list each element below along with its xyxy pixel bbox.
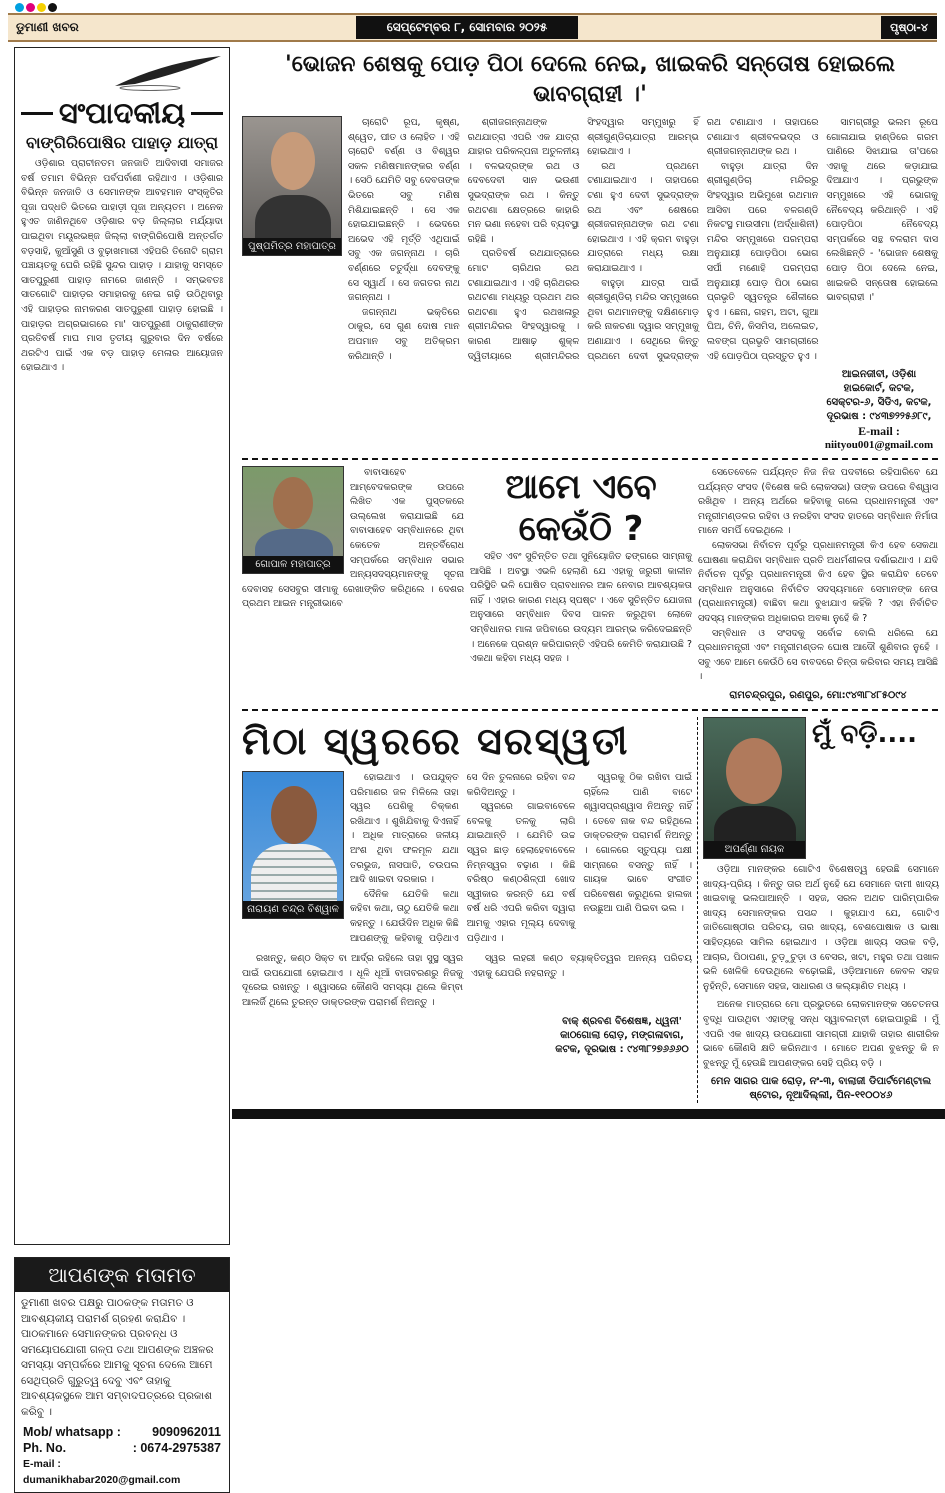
paragraph: ସ୍ୱର ଲହରୀ କଣ୍ଠ ବ୍ୟାକ୍ତିତ୍ୱର ଅନନ୍ୟ ପରିଚୟ ଏହାକୁ ଯେପରି ନହରାନ୍ତୁ । <box>471 953 692 979</box>
paragraph: ପ୍ରତିବର୍ଷ ରଥଯାତ୍ରାରେ ମୋଟ ଚାରିଥର ରଥ ଟଣାଯାଇଥାଏ । ଏହି ଚାରିଥରର ରଥଟଣା ମଧ୍ୟରୁ ପ୍ରଥମ ଥର ରଥଟଣା ହୁଏ ରଥଖଳାରୁ ଶ୍ରୀମନ୍ଦିରର ସିଂହଦ୍ୱାରକୁ । କାରଣ ଆଷାଢ଼ ଶୁକ୍ଳ ଦ୍ୱିତୀୟାରେ ଶ୍ରୀମନ୍ଦିରର ସିଂହଦ୍ୱାର ସମ୍ମୁଖରୁ ହିଁ ଶ୍ରୀଗୁଣ୍ଡିଚାଯାତ୍ରା ଆରମ୍ଭ ହୋଇଥାଏ । <box>467 117 699 362</box>
bottom-articles <box>242 717 938 1103</box>
paragraph: ଅନେକ ମାତ୍ରାରେ ମୋ ପ୍ରଭୁତରେ ଲୋକମାନଙ୍କ ସଚେତନତା ବୃଦ୍ଧି ପାଉଥିବା ଏହାଙ୍କୁ ସନ୍ଧ ସ୍ୱାବଲମ୍ବୀ ହୋଇପାରୁଛି । ମୁଁ ଏପରି ଏକ ଖାଦ୍ୟ ଉପଯୋଗୀ ସାମଗ୍ରୀ ଯାହାକି ତାହାର ଶାରୀରିକ ଭାବେ କୌଣସି କ୍ଷତି କରିନଥାଏ । ମୋତେ ଅପଣ ବୁଝନ୍ତୁ କି ନ ବୁଝନ୍ତୁ ମୁଁ ହେଉଛି ଆପଣଙ୍କର ସେହି ପ୍ରିୟ ବଡ଼ି । <box>703 999 939 1069</box>
main-content <box>242 50 938 1119</box>
bottom-bar <box>232 1109 945 1119</box>
editorial-title: ବାଙ୍ଗିରିପୋଷିର ପାହାଡ଼ ଯାତ୍ରା <box>25 133 219 152</box>
article3-title: ମିଠା ସ୍ୱରରେ ସରସ୍ୱତୀ <box>242 719 630 763</box>
opinion-box <box>14 1257 230 1493</box>
paragraph: ଓଡ଼ିଶାର ପ୍ରାଚୀନତମ ଜନଜାତି ଆଦିବାସୀ ସମାଜର ବର୍ଷ ତମାମ ବିଭିନ୍ନ ପର୍ବପର୍ବାଣୀ ରହିଥାଏ । ଓଡ଼ିଶାର ବିଭିନ୍ନ ଜନଜାତି ଓ ସେମାନଙ୍କ ଆବହମାନ ସଂସ୍କୃତିର ପୂଜା ପଦ୍ଧତି ଭିତରେ ପାହାଡ଼ୀ ପୂଜା ଅନ୍ୟତମ । ଅନେକ ହୁଏତ ଜାଣିନଥିବେ ଓଡ଼ିଶାର ବଡ଼ ଜିଲ୍ଲାର ମର୍ଯ୍ୟାଦା ପାଇଥିବା ମୟୂରଭଞ୍ଜ ଜିଲ୍ଲା ବାଙ୍ଗିରିପୋଷି ଅନ୍ତର୍ଗତ ବଡ଼ସାହି, କୁଆଁସୁଣି ଓ ବୁଢ଼ାଖମାରୀ ଏହିପରି ତିନୋଟି ଗ୍ରାମ ପଞ୍ଚାୟତକୁ ଘେରି ରହିଛି ସୁନ୍ଦର ପାହାଡ଼ । ଯାହାକୁ ସମସ୍ତେ ସାତପୁରୁଣୀ ପାହାଡ଼ ନାମରେ ଜାଣନ୍ତି । ସମ୍ଭବତଃ ସାତଗୋଟି ପାହାଡ଼ର ସମାହାରକୁ ନେଇ ଗଢ଼ି ଉଠିଥିବାରୁ ଏହି ପାହାଡ଼ର ନାମକରଣ ସାତପୁରୁଣୀ ପାହାଡ଼ ହୋଇଛି । ପାହାଡ଼ର ଅଗ୍ରଭାଗରେ ମା' ସାତପୁରୁଣୀ ଠାକୁରାଣୀଙ୍କ ପ୍ରତିବର୍ଷ ମାଘ ମାସ ତୃତୀୟ ଗୁରୁବାର ଦିନ ବର୍ଷରେ ଥରଟିଏ ପାଇଁ ଏକ ବଡ଼ ପାହାଡ଼ ମେଳାର ଆୟୋଜନ ହୋଇଥାଏ । <box>21 158 223 374</box>
editorial-body <box>21 157 223 376</box>
article1 <box>242 116 938 452</box>
author-email: niityou001@gmail.com <box>824 439 934 452</box>
photo-caption: ଅପର୍ଣ୍ଣା ନାୟକ <box>704 841 805 858</box>
mobile-label: Mob/ whatsapp : <box>23 1425 121 1439</box>
photo-caption: ନାରାୟଣ ଚନ୍ଦ୍ର ବିଶ୍ୱାଳ <box>243 901 343 918</box>
quill-pen-icon <box>105 52 225 92</box>
cmyk-registration-marks <box>15 3 57 12</box>
cyan-dot <box>15 3 24 12</box>
article4-title: ମୁଁ ବଡ଼ି.... <box>812 719 918 749</box>
article3-body-end <box>242 952 692 1010</box>
article2-right <box>698 466 938 703</box>
author-photo <box>242 116 342 256</box>
paragraph: ବାବାସାହେବ ଆମ୍ବେଦକରଙ୍କ ଉପରେ ଲିଖିତ ଏକ ପୁସ୍ତକରେ ଉଲ୍ଲେଖ କରାଯାଇଛି ଯେ ବାବାସାହେବ ସମ୍ବିଧାନରେ ଥିବା କେତେକ ଅନ୍ତର୍ବିରୋଧ ସମ୍ପର୍କରେ ସମ୍ବିଧାନ ସଭାର ଅନ୍ୟସଦସ୍ୟମାନଙ୍କୁ ସୂଚନା ଦେବାସହ ସେସବୁର ସୀମାକୁ ରେଖାଙ୍କିତ କରିଥିଲେ । ଦେଶର ପ୍ରଥମ ଆଇନ ମନ୍ତ୍ରୀଭାବେ <box>242 467 464 610</box>
paragraph: ବାହୁଡ଼ା ଯାତ୍ରା ପାଇଁ ଶ୍ରୀଗୁଣ୍ଡିଚା ମନ୍ଦିର ସମ୍ମୁଖରେ ଥିବା ରଥମାନଙ୍କୁ ଦକ୍ଷିଣମୋଡ଼ କରି ନାକଚଣା ଦ୍ୱାର ସମ୍ମୁଖକୁ ଅଣାଯାଏ । ସେଥିରେ କିନ୍ତୁ ପ୍ରଥମେ ଦେବୀ ସୁଭଦ୍ରାଙ୍କ ରଥ ଟଣାଯାଏ । ତାହାପରେ ଟଣାଯାଏ ଶ୍ରୀବଳଭଦ୍ର ଓ ଶ୍ରୀଜଗନ୍ନାଥଙ୍କ ରଥ । <box>587 117 819 362</box>
paragraph: ସହିତ ଏବଂ ସୁଚିନ୍ତିତ ତଥା ସୁନିୟୋଜିତ ଢଙ୍ଗରେ ସାମ୍ନାକୁ ଆସିଛି । ଅବସ୍ଥା ଏଭଳି ହେଲାଣି ଯେ ଏହାକୁ ଜରୁରୀ କାଳୀନ ପରିସ୍ଥିତି ଭଳି ଘୋଷିତ ପ୍ରାବଧାନର ଆଳ ନେବାର ଆବଶ୍ୟକତା ନାହିଁ । ଏହାର କାରଣ ମଧ୍ୟ ସ୍ପଷ୍ଟ । ଏବେ ସୁଚିନ୍ତିତ ଯୋଜନା ଅନୁସାରେ ସମ୍ବିଧାନ ଦିବସ ପାଳନ କରୁଥିବା ଲୋକେ ସମ୍ବିଧାନର ମାଳା ଜପିବାରେ ଉଦ୍ୟମ ଆରମ୍ଭ କରିଦେଇଛନ୍ତି । ଅନେକେ ପ୍ରଶ୍ନ କରିପାରନ୍ତି ଏହିପରି କେମିତି କରାଯାଉଛି ? ଏକଥା କହିବା ମଧ୍ୟ ସହଜ । <box>470 551 692 665</box>
paragraph: ଚାରୋଟି ରୂପ, କୃଷ୍ଣ, ଶ୍ୱେତ, ପୀତ ଓ ଲୋହିତ । ଏହି ଚାରୋଟି ବର୍ଣ୍ଣ ଓ ବିଶ୍ୱର ସକଳ ମଣିଷମାନଙ୍କର ବର୍ଣ୍ଣ । ସେଠି ଯେମିତି ସବୁ ଦେବତାଙ୍କ ଭିତରେ ସବୁ ମଣିଷ ମିଶିଯାଇଛନ୍ତି । ସେ ଏକ ହୋଇଯାଇଛନ୍ତି । ଭେଦରେ ଅଭେଦ ଏହି ମୂର୍ତ୍ତି ଏଥିପାଇଁ ସବୁ ଏକ ଜଗନ୍ନାଥ । ଚାରି ବର୍ଣ୍ଣରେ ଚତୁର୍ଦ୍ଧା ଦେବଙ୍କୁ ସେ ସ୍ୱାର୍ଥ । ସେ ଜଗତର ନାଥ ଜଗନ୍ନାଥ । <box>348 117 460 304</box>
opinion-title: ଆପଣଙ୍କ ମତାମତ <box>15 1258 229 1292</box>
divider <box>242 458 938 460</box>
article4 <box>703 717 939 1103</box>
mobile-line <box>15 1424 229 1440</box>
author-photo <box>242 771 344 919</box>
yellow-dot <box>37 3 46 12</box>
divider <box>242 709 938 711</box>
paragraph: ରଖନ୍ତୁ, କଣ୍ଠ ସିକ୍ତ ବା ଆର୍ଦ୍ର ରହିଲେ ତାହା ସୁସ୍ଥ ସ୍ୱର ପାଇଁ ଉପଯୋଗୀ ହୋଇଥାଏ । ଧୂଳି ଧୂଆଁ ବାତାବରଣରୁ ନିଜକୁ ଦୂରେଇ ରଖନ୍ତୁ । ଶ୍ୱାସରେ କୌଣସି ସମସ୍ୟା ଥିଲେ କିମ୍ବା ଆଲର୍ଜି ଥିଲେ ତୁରନ୍ତ ଡାକ୍ତରଙ୍କ ପରାମର୍ଶ ନିଅନ୍ତୁ । <box>242 953 463 1008</box>
phone-number: : 0674-2975387 <box>132 1441 221 1455</box>
paragraph: ସେତେବେଳେ ପର୍ଯ୍ୟନ୍ତ ନିଜ ନିଜ ପଦବୀରେ ରହିପାରିବେ ଯେ ପର୍ଯ୍ୟନ୍ତ ସଂସଦ (ବିଶେଷ କରି ଲୋକସଭା) ତାଙ୍କ ଉପରେ ବିଶ୍ୱାସ ରଖିଥିବ । ଅନ୍ୟ ଅର୍ଥରେ କହିବାକୁ ଗଲେ ପ୍ରଧାନମନ୍ତ୍ରୀ ଏବଂ ମନ୍ତ୍ରୀମଣ୍ଡଳର ରହିବା ଓ ନରହିବା ସଂସଦ ହାତରେ ସମ୍ବିଧାନ ନିର୍ମାତା ମାନେ ସମର୍ପି ଦେଇଥିଲେ । <box>698 467 938 537</box>
vertical-divider <box>697 717 698 1103</box>
article1-headline: 'ଭୋଜନ ଶେଷକୁ ପୋଡ଼ ପିଠା ଦେଲେ ନେଇ, ଖାଇକରି ସନ୍ତୋଷ ହୋଇଲେ ଭାବଗ୍ରାହୀ ।' <box>285 52 895 107</box>
article2-body <box>470 550 692 667</box>
paragraph: ଶ୍ରୀଜଗନ୍ନାଥଙ୍କ ରଥଯାତ୍ରା ଏପରି ଏକ ଯାତ୍ରା ଯାହାର ପରିକଳ୍ପନା ଅତୁଳନୀୟ । ବଳଭଦ୍ରଙ୍କ ରଥ ଓ ଦେବଦେବୀ ସାନ ଭଉଣୀ ସୁଭଦ୍ରାଙ୍କ ରଥ । କିନ୍ତୁ ରଥଟଣା କ୍ଷେତ୍ରରେ କାହାରି ମନ ଭଣା ନହେବା ପରି ବ୍ୟବସ୍ଥା ରହିଛି । <box>467 117 580 245</box>
paragraph: ଜଗନ୍ନାଥ ଭକ୍ତିରେ ଠାକୁର, ସେ ଗୁଣ ଦୋଷ ମାନ ଅପମାନ ସବୁ ଅତିକ୍ରମ କରିଥାନ୍ତି । <box>348 306 460 362</box>
opinion-text: ଡୁମାଣୀ ଖବର ପକ୍ଷରୁ ପାଠକଙ୍କ ମତାମତ ଓ ଆବଶ୍ୟକୀୟ ପରାମର୍ଶ ଗ୍ରହଣ କରାଯିବ । ପାଠକମାନେ ସେମାନଙ୍କର ପ୍ରବନ୍ଧ ଓ ସମୟୋପଯୋଗୀ ଗଳ୍ପ ତଥା ଆପଣଙ୍କ ଅଞ୍ଚଳର ସମସ୍ୟା ସମ୍ପର୍କରେ ଆମକୁ ସୂଚନା ଦେଲେ ଆମେ ସେଥିପ୍ରତି ଗୁରୁତ୍ୱ ଦେବୁ ଏବଂ ତାହାକୁ ଆବଶ୍ୟକସ୍ଥଳେ ଆମ ସମ୍ବାଦପତ୍ରରେ ପ୍ରକାଶ କରିବୁ । <box>21 1297 214 1418</box>
article2-middle <box>470 466 692 667</box>
article3-byline: ବାକ୍ ଶ୍ରବଣ ବିଶେଷଜ୍ଞ, ଧ୍ୱନୀ' କାଠଗୋଲା ରୋଡ଼, ମଙ୍ଗଳାବାଗ, କଟକ, ଦୂରଭାଷ : ୯୪୩୮୨୭୬୬୬୦ <box>555 1015 689 1055</box>
article4-body-intro <box>703 863 939 994</box>
article4-top <box>703 717 939 859</box>
paragraph: ସାମଗ୍ରୀରୁ ଭଲମ ରୂପେ ଗୋଳାଯାଇ ହାଣ୍ଡିରେ ଗରମ ପାଣିରେ ସିଝାଯାଇ ତା'ପରେ ଏହାକୁ ଥରେ କଡ଼ାଯାଇ ଦିଆଯାଏ । ପ୍ରଭୁଙ୍କ ସମ୍ମୁଖରେ ଏହି ଭୋଗକୁ ନୈବେଦ୍ୟ କରିଥାନ୍ତି । ଏହି ପୋଡ଼ପିଠା ନୈବେଦ୍ୟ ସମ୍ପର୍କରେ ସନ୍ଥ ବଳରାମ ଦାସ ଲେଖିଛନ୍ତି - 'ଭୋଜନ ଶେଷକୁ ପୋଡ଼ ପିଠା ଦେଲେ ନେଇ, ଖାଇକରି ସନ୍ତୋଷ ହୋଇଲେ ଭାବଗ୍ରାହୀ ।' <box>826 117 938 304</box>
black-dot <box>48 3 57 12</box>
email-line: E-mail : dumanikhabar2020@gmail.com <box>23 1458 181 1486</box>
paragraph: ଓଡ଼ିଆ ମାନଙ୍କର ଗୋଟିଏ ବିଶେଷତ୍ୱ ହେଉଛି ସେମାନେ ଖାଦ୍ୟ-ପ୍ରିୟ । କିନ୍ତୁ ତାର ଅର୍ଥ ନୁହେଁ ଯେ ସେମାନେ ଦାମୀ ଖାଦ୍ୟ ଖାଇବାକୁ ଭଲପାଆନ୍ତି । ସହଜ, ସରଳ ଅଥଚ ପାରିମ୍ପାରିକ ଖାଦ୍ୟ ସେମାନଙ୍କର ପସନ୍ଦ । କୁହାଯାଏ ଯେ, ଗୋଟିଏ ଜାତିଗୋଷ୍ଠୀର ପରିଚୟ, ତାର ଖାଦ୍ୟ, ବେଶପୋଷାକ ଓ ଭାଷା ସାହିତ୍ୟରେ ସାମିଲ ହୋଇଥାଏ । ଓଡ଼ିଆ ଖାଦ୍ୟ ସଉକ ବଡ଼ି, ଆଚାର, ପିଠାପଣା, ଚୁଡ଼ୁଚୁଡ଼ା ଓ ବେସର, ଖଟା, ମହୁର ତଥା ପଖାଳ ଭଳି ଖେଳିକି ଦେଉଥିଲେ ବଢ଼ୋଇଛି, ଓଡ଼ିଆମାନେ କେବଳ ସହଜ ନୁହଁନ୍ତି, ସେମାନେ ସହଜ, ସାଧାରଣ ଓ କଲ୍ୟାଣିତ ମଧ୍ୟ । <box>703 864 939 992</box>
left-column <box>14 47 230 1493</box>
mobile-number: 9090962011 <box>152 1425 221 1439</box>
article2-body-right <box>698 466 938 685</box>
article1-text <box>348 116 938 452</box>
issue-date: ସେପ୍ଟେମ୍ବର ୮, ସୋମବାର ୨୦୨୫ <box>356 16 578 39</box>
paragraph: ସ୍ୱରକୁ ଠିକ ରଖିବା ପାଇଁ ଚାହିଁଲେ ପାଣି ବାଟେ ଶ୍ୱାସପ୍ରଶ୍ୱାସ ନିଅନ୍ତୁ ନାହିଁ । ତେବେ ନାକ ବନ୍ଦ ରହିଥିଲେ ଡାକ୍ତରଙ୍କ ପରାମର୍ଶ ନିଅନ୍ତୁ । ଗୋଳରେ ସ୍ତୁପ୍ୟା ପକ୍ଷୀ ସାମ୍ନାରେ ବସନ୍ତୁ ନାହିଁ । ଗାୟକ ଭାବେ ସଂଗୀତ ପରିବେଷଣ କରୁଥିଲେ ହାଲକା ନଉଛୁଆ ପାଣି ପିଇବା ଭଲ । <box>583 772 692 915</box>
photo-caption: ଗୋପାଳ ମହାପାତ୍ର <box>243 556 343 573</box>
article3-top <box>242 771 692 946</box>
phone-label: Ph. No. <box>23 1441 67 1455</box>
email-label: E-mail : <box>858 424 900 439</box>
author-photo <box>703 717 806 859</box>
author-address: ଆଇନଜୀବୀ, ଓଡ଼ିଶା ହାଇକୋର୍ଟ, କଟକ, ସେକ୍ଟର-୬, ସିଡିଏ, କଟକ, ଦୂରଭାଷ : ୯୪୩୭୨୨୫୬୮୯, <box>826 369 932 423</box>
article2 <box>242 466 938 703</box>
paragraph: ଲୋକସଭା ନିର୍ବାଚନ ପୂର୍ବରୁ ପ୍ରଧାନମନ୍ତ୍ରୀ କିଏ ହେବ ସେକଥା ଘୋଷଣା କରାଯିବା ସମ୍ବିଧାନ ପ୍ରତି ଅଧର୍ମଶୀଳତା ଦର୍ଶାଇଥାଏ । ଯଦି ନିର୍ବାଚନ ପୂର୍ବରୁ ପ୍ରଧାନମନ୍ତ୍ରୀ କିଏ ହେବ ସ୍ଥିର କରାଯିବ ତେବେ ସମ୍ବିଧାନ ଅନୁସାରେ ନିର୍ବାଚିତ ସଦସ୍ୟମାନେ ସେମାନଙ୍କ ନେତା (ପ୍ରଧାନମନ୍ତ୍ରୀ) ବାଛିବା କଥା ବୁଝାଯାଏ କହିଁକି ? ଏହା ନିର୍ବାଚିତ ସଦସ୍ୟ ମାନଙ୍କର ଅଧିକାରର ଅବଜ୍ଞା ନୁହେଁ କି ? <box>698 540 938 625</box>
article2-byline: ରାମଚନ୍ଦ୍ରପୁର, ରଣପୁର, ମୋ:୯୪୩୮୪୮୫୦୯୪ <box>729 690 907 701</box>
paragraph: ସ୍ୱରରେ ଗାଇବାବେଳେ ବେଳକୁ ତଳକୁ ଲାଗି ଯାଇଥାନ୍ତି । ଯେମିତି ଉଚ୍ଚ ସ୍ୱର ଛାଡ଼ ହେଲାହେବାବେଳେ ନିମ୍ନସ୍ୱର ବଢ଼ାଣ । କିଛି ବରିଷ୍ଠ କଣ୍ଠଶିଳ୍ପୀ ଖୋଦ ସ୍ୱୀକାର କରନ୍ତି ଯେ ବର୍ଷ ବର୍ଷ ଧରି ଏପରି କରିବା ଦ୍ୱାରା ଆମକୁ ଏହାର ମୂଲ୍ୟ ଦେବାକୁ ପଡ଼ିଥାଏ । <box>466 801 576 944</box>
article4-head <box>812 717 939 751</box>
paragraph: ଦୈନିକ ଯେତିକି କଥା କହିବା କଥା, ତାଠୁ ଯେତିକି କଥା କହନ୍ତୁ । ଯେଉଁଦିନ ଅଧିକ କିଛି ଆପଣଙ୍କୁ କହିବାକୁ ପଡ଼ିଥାଏ ସେ ଦିନ ତୁଳନାରେ ରହିବା ବନ୍ଦ କରିଦିଅନ୍ତୁ । <box>350 772 576 944</box>
editorial-section-title <box>21 96 223 131</box>
article4-byline: ମେନ ସାଗର ପାକ ରୋଡ଼, ନଂ-୩, ବାଲାଜୀ ଡିପାର୍ଟମେଣ୍ଟାଲ ଷ୍ଟୋର, ନୂଆଦିଲ୍ଲୀ, ପିନ-୧୧୦୦୪୬ <box>710 1076 932 1102</box>
page-header <box>8 13 937 42</box>
magenta-dot <box>26 3 35 12</box>
article1-body <box>348 116 938 364</box>
article2-left <box>242 466 464 612</box>
article3-body <box>350 771 692 946</box>
article2-title: ଆମେ ଏବେ କେଉଁଠି ? <box>505 467 657 550</box>
article1-byline <box>820 368 938 452</box>
author-photo <box>242 466 344 574</box>
photo-caption: ପୁଷ୍ପମିତ୍ର ମହାପାତ୍ର <box>243 238 341 255</box>
paragraph: ହୋଇଥାଏ । ଉପଯୁକ୍ତ ପରିମାଣର ଜଳ ମିଳିଲେ ତାହା ସ୍ୱର ପେଶିକୁ ଚିକ୍କଣ ରଖିଥାଏ । ଶୁଖିଯିବାକୁ ଦିଏନାହିଁ । ଅଧିକ ମାତ୍ରାରେ ଜଳୀୟ ଅଂଶ ଥିବା ଫଳମୂଳ ଯଥା ତରଭୁଜ, ନାସପାତି, ଚଉପଲ ଆଦି ଖାଇବା ଦରକାର । <box>350 772 459 886</box>
article4-body-end <box>703 998 939 1071</box>
paragraph: ରଥ ପ୍ରଥମେ ଟଣାଯାଇଥାଏ । ତାହାପରେ ଟଣା ହୁଏ ଦେବୀ ସୁଭଦ୍ରାଙ୍କ ରଥ ଏବଂ ଶେଷରେ ଶ୍ରୀଜଗନ୍ନାଥଙ୍କ ରଥ ଟଣା ହୋଇଥାଏ । ଏହି କ୍ରମ ବାହୁଡ଼ା ଯାତ୍ରାରେ ମଧ୍ୟ ରକ୍ଷା କରାଯାଇଥାଏ । <box>587 160 699 274</box>
editorial-box <box>14 47 230 1245</box>
section-label: ସଂପାଦକୀୟ <box>58 96 186 130</box>
paragraph: ସମ୍ବିଧାନ ଓ ସଂସଦକୁ ସର୍ବୋଚ୍ଚ ବୋଲି ଧରିଲେ ଯେ ପ୍ରଧାନମନ୍ତ୍ରୀ ଏବଂ ମନ୍ତ୍ରୀମଣ୍ଡଳ ଘୋଷ ଆଦୌ ଶୁଣିବାର ନୁହେଁ । ସବୁ ଏବେ ଆମେ କେଉଁଠି ସେ ବାବଦରେ ଚିନ୍ତା କରିବାର ସମୟ ଆସିଛି । <box>698 627 938 683</box>
paper-name: ଡୁମାଣୀ ଖବର <box>16 20 79 34</box>
page-number: ପୃଷ୍ଠା-୪ <box>881 16 937 39</box>
paragraph: ବାହୁଡ଼ା ଯାତ୍ରା ଦିନ ଶ୍ରୀଗୁଣ୍ଡିଚା ମନ୍ଦିରରୁ ସିଂହଦ୍ୱାର ଅଭିମୁଖେ ରଥମାନ ଆସିବା ପରେ ବଳଗଣ୍ଡି ନିକଟସ୍ଥ ମାଉସୀମା (ଅର୍ଦ୍ଧାଶିନୀ) ମନ୍ଦିର ସମ୍ମୁଖରେ ପରମ୍ପରା ଅନୁଯାୟୀ ପୋଡ଼ପିଠା ଭୋଗ ସର୍ପୀ ମଣୋହି ପରମ୍ପରା ଅନୁଯାୟୀ ପୋଡ଼ ପିଠା ଭୋଗ ପ୍ରଭୃତି ସ୍ୱତନ୍ତ୍ର ଶୈଳୀରେ ହୁଏ । ଛେନା, ଗହମ, ଅଟା, ଗୁଆ ଘିଅ, ଚିନି, କିସମିସ, ଅଲେଇଚ, ଲବଙ୍ଗ ପ୍ରଭୃତି ସାମଗ୍ରୀରେ ଏହି ପୋଡ଼ପିଠା ପ୍ରସ୍ତୁତ ହୁଏ । <box>706 160 819 362</box>
article3 <box>242 717 692 1057</box>
